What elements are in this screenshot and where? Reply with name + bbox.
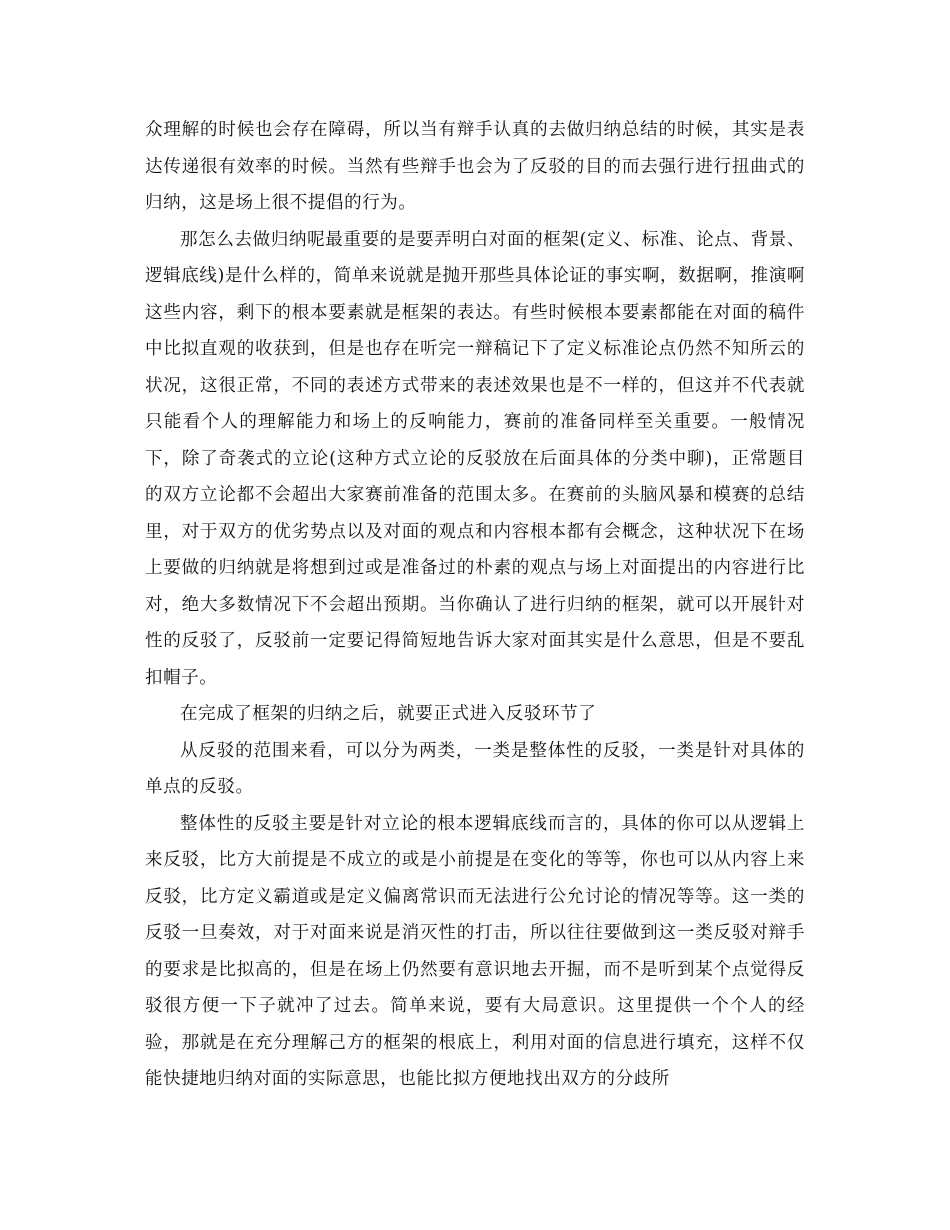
paragraph-1: 众理解的时候也会存在障碍，所以当有辩手认真的去做归纳总结的时候，其实是表达传递很有效率的时候。当然有些辩手也会为了反驳的目的而去强行进行扭曲式的归纳，这是场上很不提倡的行为。: [145, 120, 805, 213]
paragraph-2: 那怎么去做归纳呢最重要的是要弄明白对面的框架(定义、标准、论点、背景、逻辑底线)是什么样的，简单来说就是抛开那些具体论证的事实啊，数据啊，推演啊这些内容，剩下的根本要素就是框架的表达。有些时候根本要素都能在对面的稿件中比拟直观的收获到，但是也存在听完一辩稿记下了定义标准论点仍然不知所云的状况，这很正常，不同的表述方式带来的表述效果也是不一样的，但这并不代表就只能看个人的理解能力和场上的反响能力，赛前的准备同样至关重要。一般情况下，除了奇袭式的立论(这种方式立论的反驳放在后面具体的分类中聊)，正常题目的双方立论都不会超出大家赛前准备的范围太多。在赛前的头脑风暴和模赛的总结里，对于双方的优劣势点以及对面的观点和内容根本都有会概念，这种状况下在场上要做的归纳就是将想到过或是准备过的朴素的观点与场上对面提出的内容进行比对，绝大多数情况下不会超出预期。当你确认了进行归纳的框架，就可以开展针对性的反驳了，反驳前一定要记得简短地告诉大家对面其实是什么意思，但是不要乱扣帽子。: [145, 229, 805, 688]
paragraph-3: 在完成了框架的归纳之后，就要正式进入反驳环节了: [180, 704, 597, 724]
paragraph-4: 从反驳的范围来看，可以分为两类，一类是整体性的反驳，一类是针对具体的单点的反驳。: [145, 740, 805, 797]
paragraph-5: 整体性的反驳主要是针对立论的根本逻辑底线而言的，具体的你可以从逻辑上来反驳，比方大前提是不成立的或是小前提是在变化的等等，你也可以从内容上来反驳，比方定义霸道或是定义偏离常识而无法进行公允讨论的情况等等。这一类的反驳一旦奏效，对于对面来说是消灭性的打击，所以往往要做到这一类反驳对辩手的要求是比拟高的，但是在场上仍然要有意识地去开掘，而不是听到某个点觉得反驳很方便一下子就冲了过去。简单来说，要有大局意识。这里提供一个个人的经验，那就是在充分理解己方的框架的根底上，利用对面的信息进行填充，这样不仅能快捷地归纳对面的实际意思，也能比拟方便地找出双方的分歧所: [145, 813, 805, 1089]
document-body: [145, 112, 805, 1098]
